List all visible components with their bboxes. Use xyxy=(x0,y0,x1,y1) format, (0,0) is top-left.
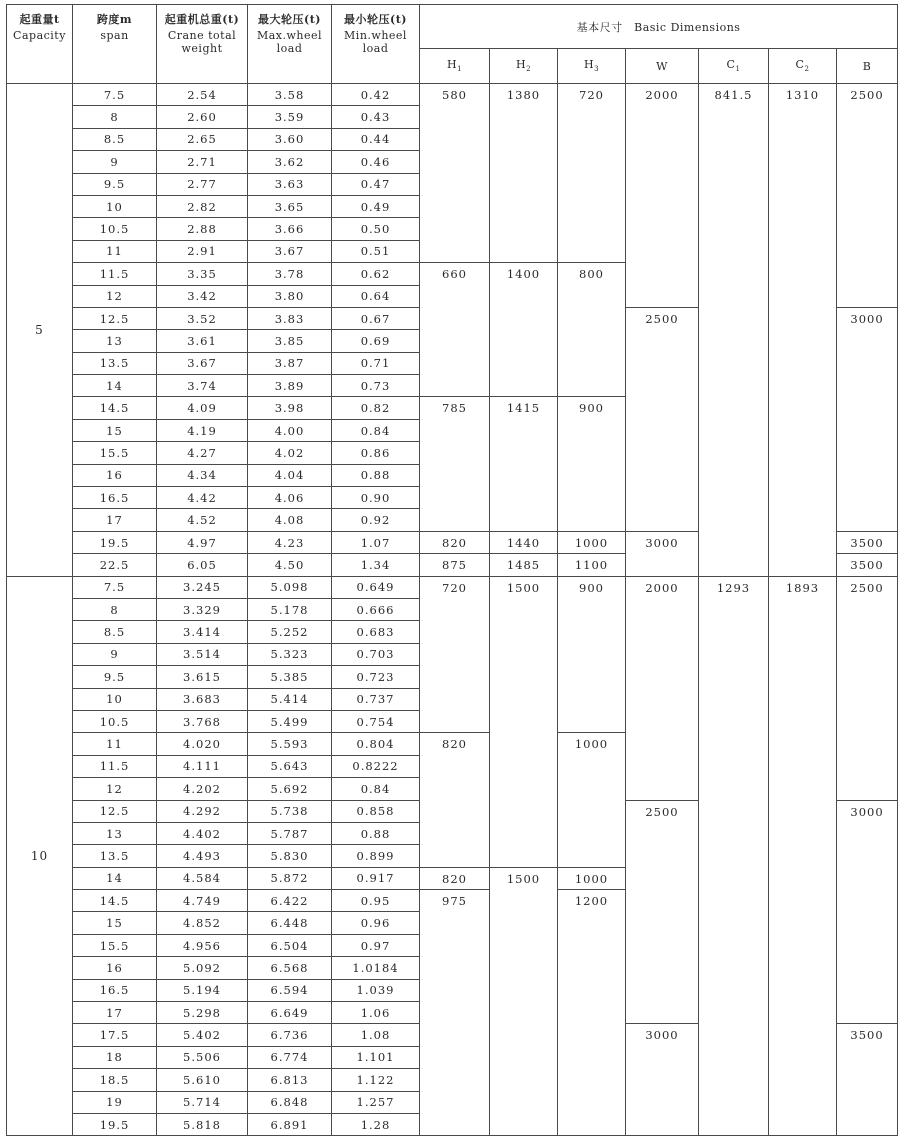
h3-cell: 1000 xyxy=(558,531,626,553)
weight-cell: 3.768 xyxy=(157,710,248,732)
max-load-cell: 3.60 xyxy=(248,128,332,150)
max-load-cell: 3.59 xyxy=(248,106,332,128)
max-load-cell: 5.692 xyxy=(248,778,332,800)
w-cell: 2000 xyxy=(626,84,699,308)
weight-cell: 4.749 xyxy=(157,890,248,912)
table-body xyxy=(7,84,898,1136)
span-cell: 13.5 xyxy=(73,845,157,867)
span-cell: 14.5 xyxy=(73,397,157,419)
span-cell: 13 xyxy=(73,822,157,844)
min-load-cell: 0.92 xyxy=(332,509,420,531)
span-cell: 10.5 xyxy=(73,710,157,732)
max-load-cell: 6.504 xyxy=(248,934,332,956)
c1-cell: 841.5 xyxy=(699,84,769,577)
capacity-cn: 起重量t xyxy=(19,13,60,26)
max-load-cell: 3.80 xyxy=(248,285,332,307)
span-cell: 11.5 xyxy=(73,755,157,777)
min-load-cell: 0.97 xyxy=(332,934,420,956)
span-cell: 19 xyxy=(73,1091,157,1113)
min-load-cell: 0.917 xyxy=(332,867,420,889)
max-load-cell: 5.252 xyxy=(248,621,332,643)
weight-en-2: weight xyxy=(181,42,223,55)
min-load-cell: 1.122 xyxy=(332,1069,420,1091)
weight-cell: 3.514 xyxy=(157,643,248,665)
min-load-cell: 0.73 xyxy=(332,375,420,397)
w-cell: 2500 xyxy=(626,307,699,531)
min-load-cell: 0.86 xyxy=(332,442,420,464)
b-cell: 3500 xyxy=(837,1024,898,1136)
max-load-cell: 5.830 xyxy=(248,845,332,867)
h2-cell: 1415 xyxy=(490,397,558,531)
min-load-cell: 0.666 xyxy=(332,598,420,620)
weight-cell: 3.329 xyxy=(157,598,248,620)
table-row xyxy=(7,576,898,598)
span-cell: 16 xyxy=(73,464,157,486)
weight-cell: 3.245 xyxy=(157,576,248,598)
h3-cell: 1200 xyxy=(558,890,626,1136)
weight-cell: 4.19 xyxy=(157,419,248,441)
max-load-cell: 6.848 xyxy=(248,1091,332,1113)
span-cell: 11.5 xyxy=(73,263,157,285)
col-c2: $C_2$ xyxy=(769,49,837,84)
max-load-en-2: load xyxy=(276,42,303,55)
min-load-cell: 0.50 xyxy=(332,218,420,240)
span-cell: 14.5 xyxy=(73,890,157,912)
min-load-cell: 0.71 xyxy=(332,352,420,374)
span-cell: 14 xyxy=(73,375,157,397)
span-cell: 13 xyxy=(73,330,157,352)
span-cell: 16.5 xyxy=(73,487,157,509)
h1-cell: 720 xyxy=(420,576,490,733)
weight-cell: 3.74 xyxy=(157,375,248,397)
h2-cell: 1440 xyxy=(490,531,558,553)
min-load-cell: 1.257 xyxy=(332,1091,420,1113)
weight-cell: 4.493 xyxy=(157,845,248,867)
weight-cell: 4.111 xyxy=(157,755,248,777)
min-load-cell: 0.737 xyxy=(332,688,420,710)
min-load-cell: 0.84 xyxy=(332,778,420,800)
max-load-cell: 5.643 xyxy=(248,755,332,777)
max-load-cell: 3.98 xyxy=(248,397,332,419)
h3-cell: 720 xyxy=(558,84,626,263)
max-load-cell: 3.78 xyxy=(248,263,332,285)
h1-cell: 660 xyxy=(420,263,490,397)
col-min-load xyxy=(332,5,420,84)
h3-cell: 900 xyxy=(558,397,626,531)
weight-cell: 3.35 xyxy=(157,263,248,285)
max-load-cell: 3.65 xyxy=(248,195,332,217)
span-cell: 10 xyxy=(73,195,157,217)
min-load-cell: 0.90 xyxy=(332,487,420,509)
max-load-cell: 6.813 xyxy=(248,1069,332,1091)
weight-cell: 5.818 xyxy=(157,1113,248,1135)
weight-cn: 起重机总重(t) xyxy=(164,13,240,26)
weight-cell: 3.414 xyxy=(157,621,248,643)
weight-cell: 4.292 xyxy=(157,800,248,822)
min-load-cell: 0.858 xyxy=(332,800,420,822)
span-cell: 9.5 xyxy=(73,666,157,688)
weight-cell: 3.615 xyxy=(157,666,248,688)
span-cell: 16.5 xyxy=(73,979,157,1001)
h2-cell: 1500 xyxy=(490,867,558,1136)
b-cell: 3000 xyxy=(837,800,898,1024)
span-cell: 8.5 xyxy=(73,128,157,150)
weight-cell: 5.714 xyxy=(157,1091,248,1113)
min-load-cell: 1.34 xyxy=(332,554,420,576)
max-load-cell: 3.58 xyxy=(248,84,332,106)
b-cell: 3500 xyxy=(837,531,898,553)
span-cell: 9.5 xyxy=(73,173,157,195)
min-load-cell: 0.51 xyxy=(332,240,420,262)
min-load-cell: 0.899 xyxy=(332,845,420,867)
max-load-cell: 6.594 xyxy=(248,979,332,1001)
span-cell: 12 xyxy=(73,778,157,800)
weight-cell: 4.34 xyxy=(157,464,248,486)
span-cell: 11 xyxy=(73,240,157,262)
max-load-cell: 4.08 xyxy=(248,509,332,531)
span-cell: 9 xyxy=(73,643,157,665)
span-cell: 10 xyxy=(73,688,157,710)
span-cell: 15 xyxy=(73,419,157,441)
h3-cell: 1000 xyxy=(558,733,626,867)
min-load-cn: 最小轮压(t) xyxy=(344,13,407,26)
max-load-cell: 5.098 xyxy=(248,576,332,598)
min-load-cell: 1.07 xyxy=(332,531,420,553)
span-cell: 13.5 xyxy=(73,352,157,374)
weight-cell: 5.298 xyxy=(157,1002,248,1024)
weight-cell: 4.09 xyxy=(157,397,248,419)
max-load-cell: 3.62 xyxy=(248,151,332,173)
span-cell: 15 xyxy=(73,912,157,934)
b-cell: 2500 xyxy=(837,84,898,308)
max-load-cell: 5.738 xyxy=(248,800,332,822)
weight-cell: 2.65 xyxy=(157,128,248,150)
span-cell: 16 xyxy=(73,957,157,979)
weight-cell: 3.42 xyxy=(157,285,248,307)
weight-cell: 2.54 xyxy=(157,84,248,106)
min-load-cell: 0.82 xyxy=(332,397,420,419)
basic-dimensions-header: 基本尺寸 Basic Dimensions xyxy=(420,5,898,49)
span-cell: 18.5 xyxy=(73,1069,157,1091)
min-load-cell: 0.42 xyxy=(332,84,420,106)
span-cell: 17 xyxy=(73,1002,157,1024)
max-load-cell: 3.66 xyxy=(248,218,332,240)
b-cell: 3000 xyxy=(837,307,898,531)
min-load-cell: 0.95 xyxy=(332,890,420,912)
max-load-cn: 最大轮压(t) xyxy=(258,13,321,26)
col-h1: $H_1$ xyxy=(420,49,490,84)
weight-cell: 2.82 xyxy=(157,195,248,217)
table-row xyxy=(7,84,898,106)
weight-cell: 5.194 xyxy=(157,979,248,1001)
max-load-cell: 3.89 xyxy=(248,375,332,397)
max-load-cell: 5.414 xyxy=(248,688,332,710)
h1-cell: 785 xyxy=(420,397,490,531)
h3-cell: 1100 xyxy=(558,554,626,576)
capacity-en: Capacity xyxy=(13,29,66,42)
h2-cell: 1380 xyxy=(490,84,558,263)
min-load-cell: 0.96 xyxy=(332,912,420,934)
weight-cell: 2.60 xyxy=(157,106,248,128)
weight-cell: 3.61 xyxy=(157,330,248,352)
min-load-cell: 0.62 xyxy=(332,263,420,285)
span-en: span xyxy=(100,29,129,42)
max-load-cell: 6.568 xyxy=(248,957,332,979)
min-load-cell: 0.683 xyxy=(332,621,420,643)
weight-cell: 5.092 xyxy=(157,957,248,979)
span-cell: 12 xyxy=(73,285,157,307)
max-load-cell: 5.178 xyxy=(248,598,332,620)
h1-cell: 820 xyxy=(420,867,490,889)
weight-cell: 4.584 xyxy=(157,867,248,889)
max-load-cell: 6.736 xyxy=(248,1024,332,1046)
crane-spec-table xyxy=(6,4,898,1136)
min-load-cell: 0.69 xyxy=(332,330,420,352)
col-b: B xyxy=(837,49,898,84)
max-load-cell: 4.06 xyxy=(248,487,332,509)
h2-cell: 1500 xyxy=(490,576,558,867)
span-cn: 跨度m xyxy=(96,13,133,26)
col-c1: $C_1$ xyxy=(699,49,769,84)
min-load-cell: 0.47 xyxy=(332,173,420,195)
max-load-cell: 6.649 xyxy=(248,1002,332,1024)
weight-cell: 5.506 xyxy=(157,1046,248,1068)
max-load-cell: 3.87 xyxy=(248,352,332,374)
col-w: W xyxy=(626,49,699,84)
c2-cell: 1310 xyxy=(769,84,837,577)
max-load-cell: 6.422 xyxy=(248,890,332,912)
col-max-load xyxy=(248,5,332,84)
max-load-cell: 3.63 xyxy=(248,173,332,195)
min-load-cell: 0.8222 xyxy=(332,755,420,777)
w-cell: 2500 xyxy=(626,800,699,1024)
max-load-cell: 5.593 xyxy=(248,733,332,755)
span-cell: 12.5 xyxy=(73,307,157,329)
span-cell: 10.5 xyxy=(73,218,157,240)
min-load-cell: 0.88 xyxy=(332,822,420,844)
min-load-cell: 0.46 xyxy=(332,151,420,173)
c2-cell: 1893 xyxy=(769,576,837,1136)
weight-cell: 4.402 xyxy=(157,822,248,844)
span-cell: 14 xyxy=(73,867,157,889)
span-cell: 22.5 xyxy=(73,554,157,576)
span-cell: 7.5 xyxy=(73,84,157,106)
w-cell: 2000 xyxy=(626,576,699,800)
span-cell: 12.5 xyxy=(73,800,157,822)
max-load-cell: 3.83 xyxy=(248,307,332,329)
max-load-cell: 3.85 xyxy=(248,330,332,352)
capacity-cell: 5 xyxy=(7,84,73,577)
max-load-cell: 5.323 xyxy=(248,643,332,665)
span-cell: 8.5 xyxy=(73,621,157,643)
max-load-cell: 5.499 xyxy=(248,710,332,732)
max-load-cell: 4.23 xyxy=(248,531,332,553)
weight-cell: 2.91 xyxy=(157,240,248,262)
max-load-cell: 5.787 xyxy=(248,822,332,844)
h1-cell: 820 xyxy=(420,531,490,553)
weight-cell: 4.202 xyxy=(157,778,248,800)
min-load-cell: 1.28 xyxy=(332,1113,420,1135)
min-load-en-2: load xyxy=(362,42,389,55)
weight-cell: 2.71 xyxy=(157,151,248,173)
max-load-cell: 5.872 xyxy=(248,867,332,889)
min-load-cell: 0.64 xyxy=(332,285,420,307)
weight-cell: 5.610 xyxy=(157,1069,248,1091)
col-span xyxy=(73,5,157,84)
h1-cell: 820 xyxy=(420,733,490,867)
span-cell: 19.5 xyxy=(73,531,157,553)
table-header xyxy=(7,5,898,84)
h3-cell: 1000 xyxy=(558,867,626,889)
weight-cell: 4.27 xyxy=(157,442,248,464)
span-cell: 11 xyxy=(73,733,157,755)
span-cell: 8 xyxy=(73,106,157,128)
max-load-cell: 6.891 xyxy=(248,1113,332,1135)
weight-cell: 4.52 xyxy=(157,509,248,531)
col-capacity xyxy=(7,5,73,84)
col-h2: $H_2$ xyxy=(490,49,558,84)
min-load-cell: 0.67 xyxy=(332,307,420,329)
min-load-cell: 1.101 xyxy=(332,1046,420,1068)
weight-cell: 4.42 xyxy=(157,487,248,509)
min-load-cell: 1.08 xyxy=(332,1024,420,1046)
min-load-cell: 0.84 xyxy=(332,419,420,441)
h1-cell: 975 xyxy=(420,890,490,1136)
weight-cell: 6.05 xyxy=(157,554,248,576)
max-load-cell: 4.50 xyxy=(248,554,332,576)
min-load-cell: 0.88 xyxy=(332,464,420,486)
min-load-cell: 0.703 xyxy=(332,643,420,665)
min-load-en-1: Min.wheel xyxy=(344,29,407,42)
h3-cell: 900 xyxy=(558,576,626,733)
max-load-cell: 3.67 xyxy=(248,240,332,262)
min-load-cell: 0.49 xyxy=(332,195,420,217)
col-h3: $H_3$ xyxy=(558,49,626,84)
h2-cell: 1400 xyxy=(490,263,558,397)
span-cell: 19.5 xyxy=(73,1113,157,1135)
weight-cell: 4.852 xyxy=(157,912,248,934)
w-cell: 3000 xyxy=(626,1024,699,1136)
max-load-cell: 4.00 xyxy=(248,419,332,441)
capacity-cell: 10 xyxy=(7,576,73,1136)
h2-cell: 1485 xyxy=(490,554,558,576)
weight-cell: 3.52 xyxy=(157,307,248,329)
min-load-cell: 1.0184 xyxy=(332,957,420,979)
b-cell: 2500 xyxy=(837,576,898,800)
h1-cell: 580 xyxy=(420,84,490,263)
col-weight xyxy=(157,5,248,84)
span-cell: 8 xyxy=(73,598,157,620)
min-load-cell: 0.44 xyxy=(332,128,420,150)
c1-cell: 1293 xyxy=(699,576,769,1136)
max-load-en-1: Max.wheel xyxy=(256,29,323,42)
span-cell: 18 xyxy=(73,1046,157,1068)
weight-cell: 4.97 xyxy=(157,531,248,553)
span-cell: 17.5 xyxy=(73,1024,157,1046)
weight-cell: 2.77 xyxy=(157,173,248,195)
max-load-cell: 6.448 xyxy=(248,912,332,934)
b-cell: 3500 xyxy=(837,554,898,576)
span-cell: 17 xyxy=(73,509,157,531)
weight-cell: 3.67 xyxy=(157,352,248,374)
weight-cell: 2.88 xyxy=(157,218,248,240)
h3-cell: 800 xyxy=(558,263,626,397)
max-load-cell: 5.385 xyxy=(248,666,332,688)
max-load-cell: 4.02 xyxy=(248,442,332,464)
min-load-cell: 0.754 xyxy=(332,710,420,732)
min-load-cell: 0.649 xyxy=(332,576,420,598)
max-load-cell: 6.774 xyxy=(248,1046,332,1068)
h1-cell: 875 xyxy=(420,554,490,576)
max-load-cell: 4.04 xyxy=(248,464,332,486)
span-cell: 7.5 xyxy=(73,576,157,598)
span-cell: 15.5 xyxy=(73,934,157,956)
weight-cell: 4.956 xyxy=(157,934,248,956)
min-load-cell: 0.723 xyxy=(332,666,420,688)
weight-cell: 5.402 xyxy=(157,1024,248,1046)
min-load-cell: 0.43 xyxy=(332,106,420,128)
weight-en-1: Crane total xyxy=(167,29,237,42)
span-cell: 15.5 xyxy=(73,442,157,464)
min-load-cell: 1.039 xyxy=(332,979,420,1001)
w-cell: 3000 xyxy=(626,531,699,576)
weight-cell: 4.020 xyxy=(157,733,248,755)
min-load-cell: 0.804 xyxy=(332,733,420,755)
span-cell: 9 xyxy=(73,151,157,173)
weight-cell: 3.683 xyxy=(157,688,248,710)
min-load-cell: 1.06 xyxy=(332,1002,420,1024)
